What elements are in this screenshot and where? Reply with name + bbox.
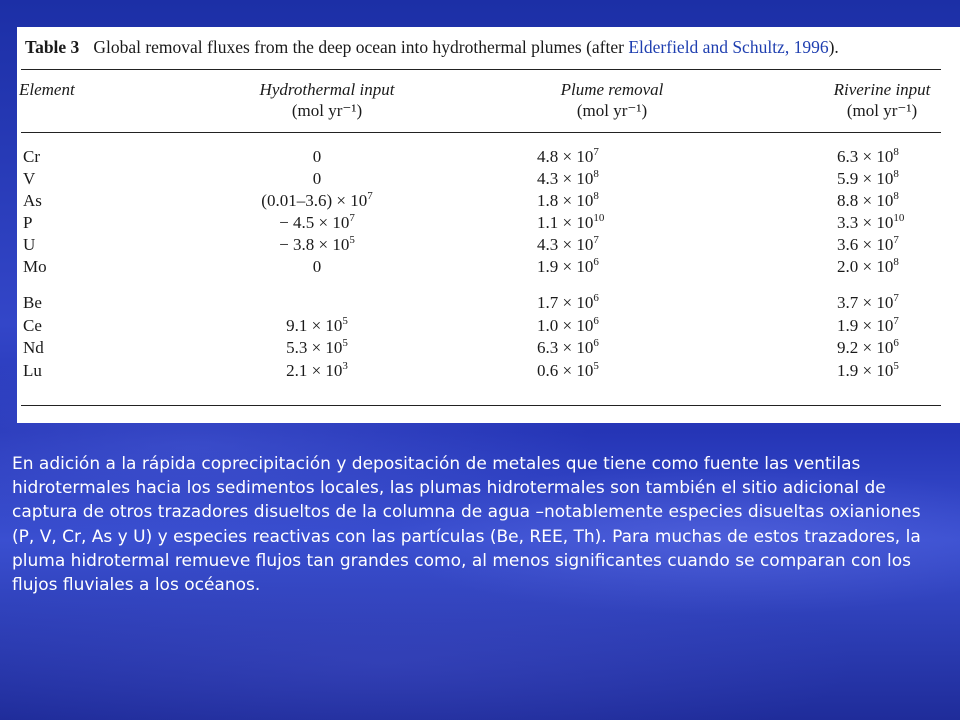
cell-plume: $4.3 \times 10^8$	[537, 168, 599, 188]
cell-hydrothermal: $2.1 \times 10^3$	[286, 360, 348, 380]
table-caption-citation: Elderfield and Schultz, 1996	[628, 37, 829, 57]
cell-riverine: $2.0 \times 10^8$	[837, 256, 899, 276]
header-riverine: Riverine input (mol yr⁻¹)	[833, 80, 931, 120]
cell-plume: $6.3 \times 10^6$	[537, 337, 599, 357]
cell-element: U	[23, 235, 36, 254]
table-header-rule	[21, 132, 941, 133]
cell-element: Cr	[23, 147, 40, 166]
table-bottom-rule	[21, 405, 941, 406]
cell-element: Ce	[23, 316, 42, 335]
cell-riverine: $3.3 \times 10^{10}$	[837, 212, 905, 232]
cell-plume: $1.0 \times 10^6$	[537, 315, 599, 335]
table-caption-text: Global removal fluxes from the deep ocean into hydrothermal plumes (after	[93, 37, 629, 57]
cell-element: P	[23, 213, 33, 232]
header-element: Element	[19, 80, 75, 99]
cell-element: Nd	[23, 338, 44, 357]
cell-riverine: $9.2 \times 10^6$	[837, 337, 899, 357]
cell-plume: $1.8 \times 10^8$	[537, 190, 599, 210]
cell-element: Lu	[23, 361, 42, 380]
table-caption-end: ).	[828, 37, 839, 57]
cell-riverine: $5.9 \times 10^8$	[837, 168, 899, 188]
cell-riverine: $6.3 \times 10^8$	[837, 146, 899, 166]
cell-riverine: $3.6 \times 10^7$	[837, 234, 899, 254]
cell-plume: $4.8 \times 10^7$	[537, 146, 599, 166]
cell-hydrothermal: 0	[312, 147, 322, 166]
cell-plume: $1.1 \times 10^{10}$	[537, 212, 605, 232]
cell-element: Be	[23, 293, 42, 312]
cell-plume: $1.9 \times 10^6$	[537, 256, 599, 276]
cell-riverine: $3.7 \times 10^7$	[837, 292, 899, 312]
cell-hydrothermal: − $4.5 \times 10^7$	[279, 212, 355, 232]
cell-element: V	[23, 169, 36, 188]
header-plume: Plume removal (mol yr⁻¹)	[560, 80, 664, 120]
table-caption-label: Table 3	[25, 37, 80, 57]
cell-hydrothermal: $9.1 \times 10^5$	[286, 315, 348, 335]
cell-riverine: $1.9 \times 10^7$	[837, 315, 899, 335]
cell-plume: $1.7 \times 10^6$	[537, 292, 599, 312]
cell-element: Mo	[23, 257, 47, 276]
cell-plume: $4.3 \times 10^7$	[537, 234, 599, 254]
table-caption	[25, 37, 839, 58]
cell-hydrothermal: $5.3 \times 10^5$	[286, 337, 348, 357]
cell-hydrothermal: − $3.8 \times 10^5$	[279, 234, 355, 254]
cell-hydrothermal: 0	[312, 169, 322, 188]
cell-hydrothermal: 0	[312, 257, 322, 276]
cell-element: As	[23, 191, 42, 210]
cell-hydrothermal: $(0.01-3.6) \times 10^7$	[261, 190, 373, 210]
cell-plume: $0.6 \times 10^5$	[537, 360, 599, 380]
body-paragraph: En adición a la rápida coprecipitación y depositación de metales que tiene como fuente las ventilas hidrotermales hacia los sedimentos locales, las plumas hidrotermales son también el sitio adicional de captura de otros trazadores disueltos de la columna de agua –notablemente especies disueltas oxianiones (P, V, Cr, As y U) y especies reactivas con las partículas (Be, REE, Th). Para muchas de estos trazadores, la pluma hidrotermal remueve flujos tan grandes como, al menos significantes cuando se comparan con los flujos fluviales a los océanos.	[12, 454, 921, 596]
header-hydrothermal: Hydrothermal input (mol yr⁻¹)	[259, 80, 395, 120]
cell-riverine: $1.9 \times 10^5$	[837, 360, 899, 380]
cell-riverine: $8.8 \times 10^8$	[837, 190, 899, 210]
table-image-panel	[17, 27, 960, 423]
table-top-rule	[21, 69, 941, 70]
